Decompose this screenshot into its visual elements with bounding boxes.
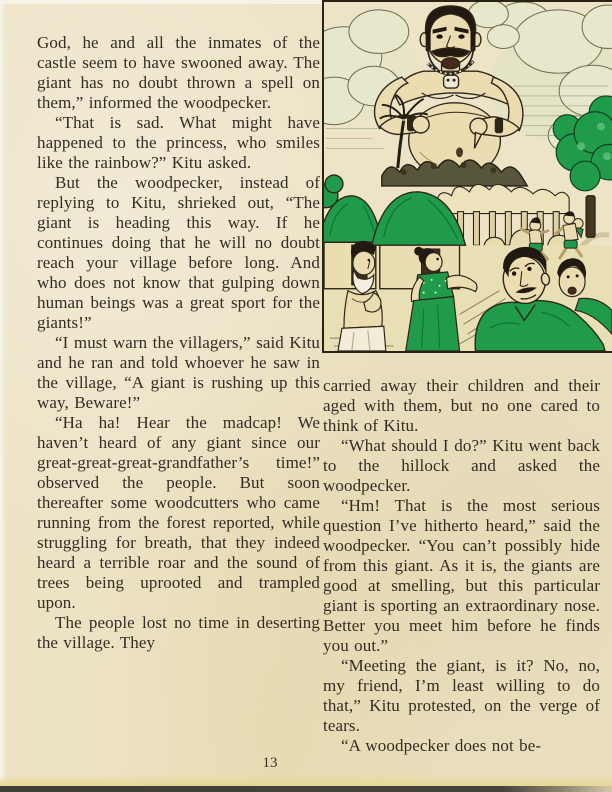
story-paragraph: “A woodpecker does not be- — [341, 736, 542, 755]
story-paragraph: “That is sad. What might have happened to the princess, who smiles like the rainbow?” Kitu asked. — [37, 113, 320, 172]
giant-fist — [412, 116, 429, 133]
right-column — [323, 376, 600, 778]
story-paragraph: “I must warn the villagers,” said Kitu and he ran and told whoever he saw in the village, “A giant is rushing up this way, Beware!” — [37, 333, 320, 412]
giant-navel — [456, 147, 463, 157]
giant-illustration — [322, 0, 612, 353]
giant-fist — [470, 118, 487, 135]
left-column — [37, 33, 320, 774]
story-paragraph: “Meeting the giant, is it? No, no, my friend, I’m least willing to do that,” Kitu protested, on the verge of tears. — [323, 656, 600, 735]
story-paragraph: “Ha ha! Hear the madcap! We haven’t heard of any giant since our great-great-great-grandfather’s time!” observed the people. But soon thereafter some woodcutters who came running from the forest reported, while struggling for breath, that they indeed heard a terrible roar and the sound of trees being uprooted and trampled upon. — [37, 413, 320, 612]
story-paragraph: But the woodpecker, instead of replying to Kitu, shrieked out, “The giant is heading this way. If he continues doing that he will no doubt reach your village before long. And who does not know that gulping down human beings was a great sport for the giants!” — [37, 173, 320, 332]
page-top-edge — [0, 0, 324, 4]
story-paragraph: God, he and all the inmates of the castle seem to have swooned away. The giant has no doubt thrown a spell on them,” informed the woodpecker. — [37, 33, 320, 112]
skull-pendant — [444, 75, 459, 88]
illustration-canvas — [324, 2, 612, 351]
story-paragraph: The people lost no time in deserting the village. They — [37, 613, 320, 652]
giant-mustache — [432, 48, 470, 57]
page-bottom-dark-edge — [0, 786, 612, 792]
story-paragraph: “Hm! That is the most serious question I’ve hitherto heard,” said the woodpecker. “You can’t possibly hide from this giant. As it is, the giants are good at smelling, but this particular giant is sporting an extraordinary nose. Better you meet him before he finds you out.” — [323, 496, 600, 655]
page-number: 13 — [262, 755, 278, 771]
story-paragraph: “What should I do?” Kitu went back to the hillock and asked the woodpecker. — [323, 436, 600, 495]
page-left-edge — [0, 0, 8, 792]
story-paragraph: carried away their children and their aged with them, but no one cared to think of Kitu. — [323, 376, 600, 435]
giant-bracelet — [495, 119, 502, 133]
white-dhoti — [338, 326, 386, 351]
giant-mouth — [442, 58, 460, 69]
